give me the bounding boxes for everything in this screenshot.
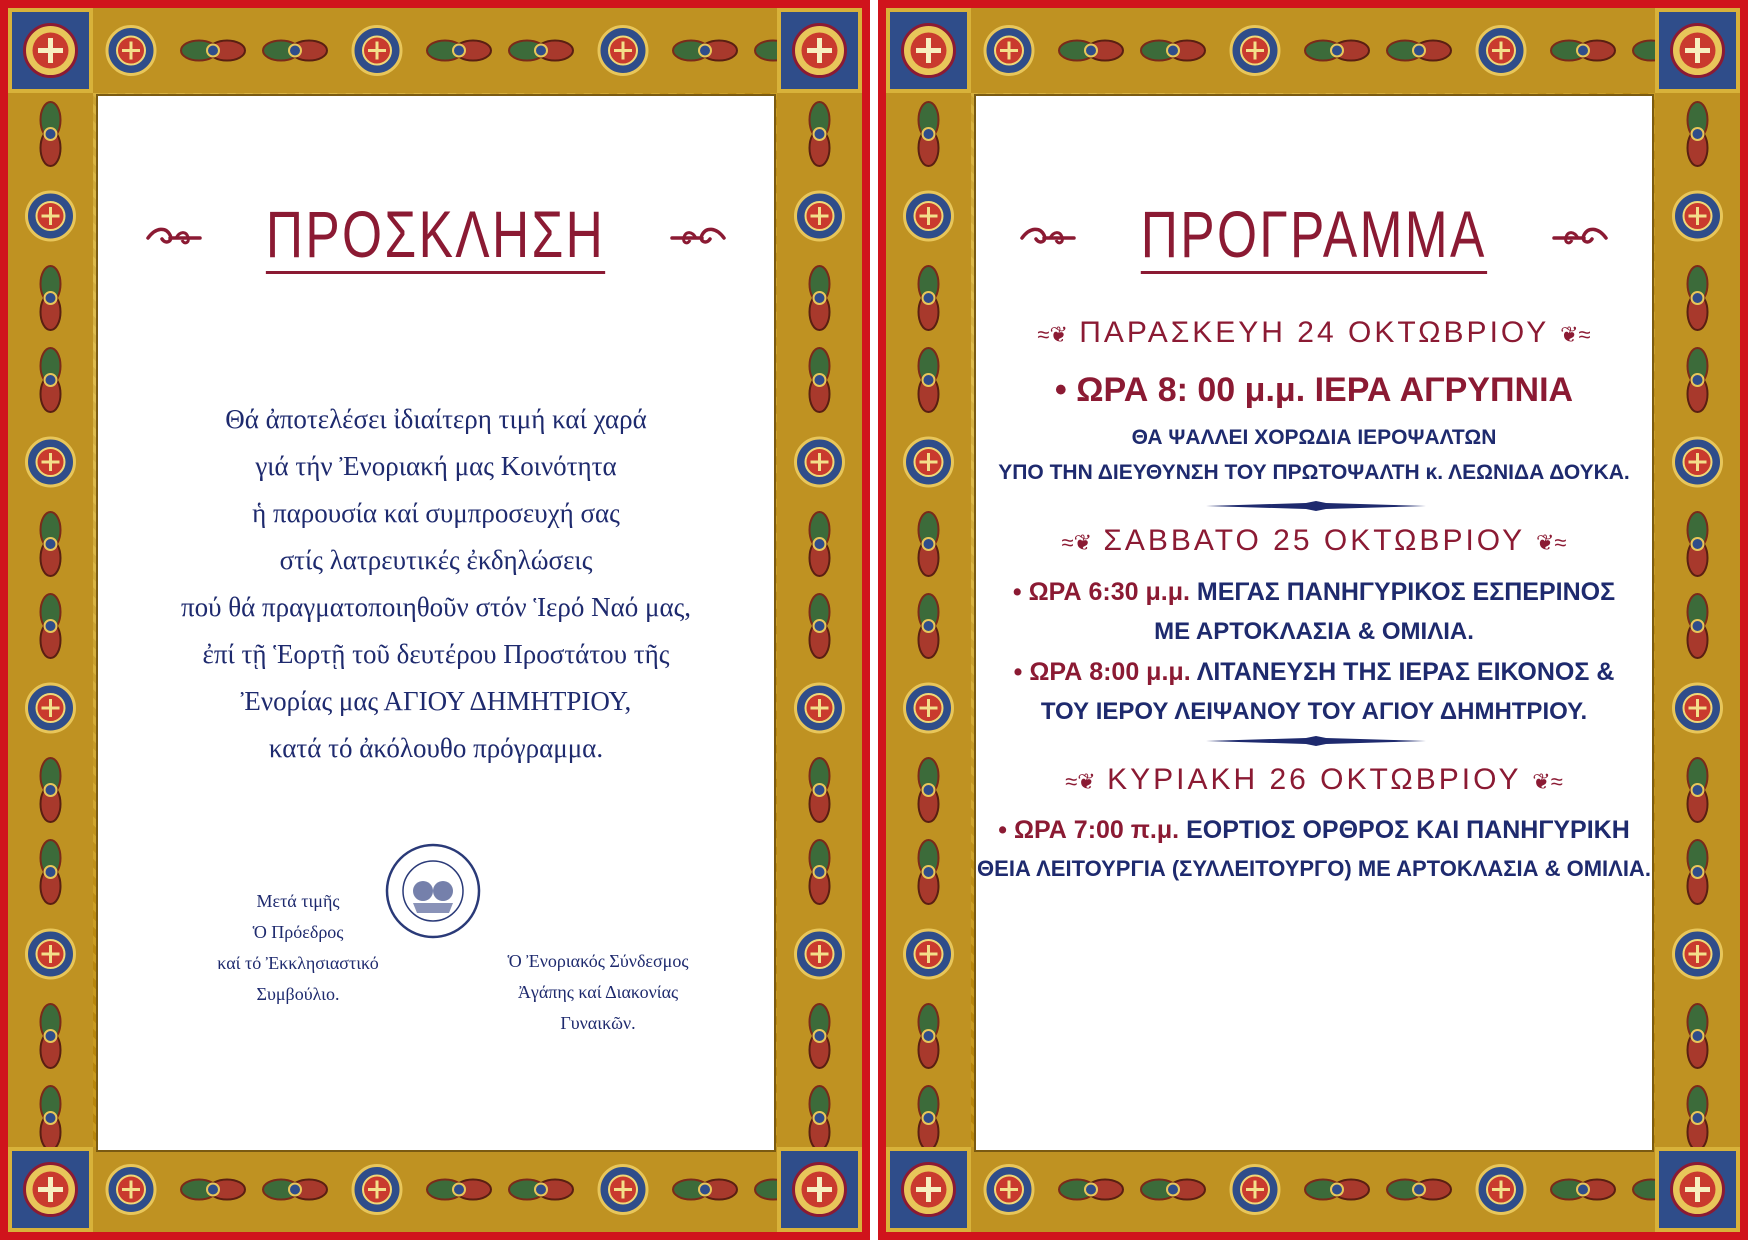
signature-line: Ὁ Πρόεδρος <box>252 922 344 942</box>
leaf-ornament-icon <box>810 758 830 822</box>
entry-desc-continued: ΜΕ ΑΡΤΟΚΛΑΣΙΑ & ΟΜΙΛΙΑ. <box>1154 618 1474 645</box>
leaf-ornament-icon <box>1688 840 1708 904</box>
medallion-icon <box>985 1166 1033 1214</box>
leaf-ornament-icon <box>263 41 327 61</box>
leaf-ornament-icon <box>41 348 61 412</box>
leaf-ornament-icon <box>1387 41 1451 61</box>
medallion-icon <box>599 27 647 75</box>
entry-note: ΥΠΟ ΤΗΝ ΔΙΕΥΘΥΝΣΗ ΤΟΥ ΠΡΩΤΟΨΑΛΤΗ κ. ΛΕΩΝΙΔΑ ΔΟΥΚΑ. <box>998 461 1630 484</box>
leaf-ornament-icon <box>41 1004 61 1068</box>
ornament-border-top <box>886 8 1740 93</box>
entry-bullet: • <box>1054 371 1067 409</box>
leaf-ornament-icon <box>1059 1180 1123 1200</box>
leaf-ornament-icon <box>810 512 830 576</box>
leaf-ornament-icon <box>1305 1180 1369 1200</box>
cross-medallion-icon <box>777 8 862 93</box>
medallion-icon <box>796 930 844 978</box>
medallion-icon <box>353 27 401 75</box>
medallion-icon <box>353 1166 401 1214</box>
medallion-icon <box>1477 1166 1525 1214</box>
invitation-content <box>98 96 774 1150</box>
entry-desc: ΛΙΤΑΝΕΥΣΗ ΤΗΣ ΙΕΡΑΣ ΕΙΚΟΝΟΣ & <box>1196 658 1615 686</box>
leaf-ornament-icon <box>41 840 61 904</box>
leaf-ornament-icon <box>41 102 61 166</box>
leaf-ornament-icon <box>919 266 939 330</box>
flourish-right-icon <box>1552 225 1608 251</box>
cross-medallion-icon <box>777 1147 862 1232</box>
medallion-icon <box>599 1166 647 1214</box>
program-panel <box>878 0 1748 1240</box>
leaf-ornament-icon <box>919 1086 939 1147</box>
flourish-icon: ≈❦ <box>1065 769 1096 794</box>
leaf-ornament-icon <box>181 41 245 61</box>
leaf-ornament-icon <box>181 1180 245 1200</box>
day-heading <box>976 316 1652 350</box>
leaf-ornament-icon <box>427 41 491 61</box>
leaf-ornament-icon <box>1688 512 1708 576</box>
invitation-text <box>98 396 774 772</box>
leaf-ornament-icon <box>1688 348 1708 412</box>
cross-medallion-icon <box>8 1147 93 1232</box>
leaf-ornament-icon <box>1059 41 1123 61</box>
invitation-line: στίς λατρευτικές ἐκδηλώσεις <box>279 545 593 575</box>
leaf-ornament-icon <box>810 594 830 658</box>
medallion-icon <box>1674 930 1722 978</box>
ornament-border-top <box>8 8 862 93</box>
flourish-icon: ≈❦ <box>1037 322 1068 347</box>
medallion-icon <box>27 684 75 732</box>
entry-note: ΘΑ ΨΑΛΛΕΙ ΧΟΡΩΔΙΑ ΙΕΡΟΨΑΛΤΩΝ <box>1131 426 1497 449</box>
medallion-icon <box>796 684 844 732</box>
flourish-icon: ❦≈ <box>1532 769 1563 794</box>
entry-desc: ΕΟΡΤΙΟΣ ΟΡΘΡΟΣ ΚΑΙ ΠΑΝΗΓΥΡΙΚΗ <box>1186 816 1630 844</box>
medallion-icon <box>985 27 1033 75</box>
ornament-border-left <box>886 93 971 1147</box>
medallion-icon <box>905 192 953 240</box>
entry-bullet: • <box>998 816 1007 844</box>
program-entry <box>976 658 1652 687</box>
medallion-icon <box>1674 192 1722 240</box>
ornament-border-left <box>8 93 93 1147</box>
leaf-ornament-icon <box>509 1180 573 1200</box>
medallion-icon <box>905 930 953 978</box>
leaf-ornament-icon <box>41 758 61 822</box>
flourish-left-icon <box>1020 225 1076 251</box>
medallion-icon <box>107 1166 155 1214</box>
medallion-icon <box>905 438 953 486</box>
medallion-icon <box>905 684 953 732</box>
medallion-icon <box>107 27 155 75</box>
medallion-icon <box>1674 438 1722 486</box>
leaf-ornament-icon <box>41 594 61 658</box>
entry-desc-continued: ΤΟΥ ΙΕΡΟΥ ΛΕΙΨΑΝΟΥ ΤΟΥ ΑΓΙΟΥ ΔΗΜΗΤΡΙΟΥ. <box>1040 698 1588 725</box>
medallion-icon <box>27 930 75 978</box>
leaf-ornament-icon <box>1688 102 1708 166</box>
signature-line: Ὁ Ἐνοριακός Σύνδεσμος <box>507 951 689 971</box>
cross-medallion-icon <box>886 8 971 93</box>
day-heading-text: ΠΑΡΑΣΚΕΥΗ 24 ΟΚΤΩΒΡΙΟΥ <box>1079 316 1549 349</box>
cross-medallion-icon <box>8 8 93 93</box>
divider-icon <box>1206 501 1426 511</box>
flourish-left-icon <box>146 225 202 251</box>
entry-bullet: • <box>1012 578 1022 606</box>
ornament-border-right <box>777 93 862 1147</box>
leaf-ornament-icon <box>509 41 573 61</box>
leaf-ornament-icon <box>919 512 939 576</box>
cross-medallion-icon <box>886 1147 971 1232</box>
leaf-ornament-icon <box>1688 1086 1708 1147</box>
invitation-line: ἐπί τῇ Ἑορτῇ τοῦ δευτέρου Προστάτου τῆς <box>202 639 670 669</box>
program-entry <box>976 578 1652 607</box>
medallion-icon <box>27 192 75 240</box>
leaf-ornament-icon <box>427 1180 491 1200</box>
title-row <box>976 197 1652 274</box>
leaf-ornament-icon <box>1141 41 1205 61</box>
leaf-ornament-icon <box>1688 758 1708 822</box>
flourish-right-icon <box>670 225 726 251</box>
invitation-line: ἡ παρουσία καί συμπροσευχή σας <box>252 498 620 528</box>
leaf-ornament-icon <box>673 41 737 61</box>
leaf-ornament-icon <box>919 840 939 904</box>
leaf-ornament-icon <box>919 758 939 822</box>
invitation-line: γιά τήν Ἐνοριακή μας Κοινότητα <box>255 451 617 481</box>
medallion-icon <box>1477 27 1525 75</box>
entry-desc: ΜΕΓΑΣ ΠΑΝΗΓΥΡΙΚΟΣ ΕΣΠΕΡΙΝΟΣ <box>1196 578 1616 606</box>
leaf-ornament-icon <box>1688 594 1708 658</box>
signature-association <box>478 946 718 1039</box>
entry-desc-continued: ΘΕΙΑ ΛΕΙΤΟΥΡΓΙΑ (ΣΥΛΛΕΙΤΟΥΡΓΟ) ΜΕ ΑΡΤΟΚΛΑΣΙΑ & ΟΜΙΛΙΑ. <box>977 856 1651 881</box>
divider-icon <box>1206 736 1426 746</box>
invitation-panel <box>0 0 870 1240</box>
medallion-icon <box>27 438 75 486</box>
program-entry <box>976 371 1652 410</box>
page-title: ΠΡΟΣΚΛΗΣΗ <box>266 201 605 274</box>
leaf-ornament-icon <box>810 840 830 904</box>
leaf-ornament-icon <box>1305 41 1369 61</box>
flourish-icon: ❦≈ <box>1535 530 1567 555</box>
leaf-ornament-icon <box>919 594 939 658</box>
signature-line: καί τό Ἐκκλησιαστικό <box>217 953 379 973</box>
leaf-ornament-icon <box>1551 41 1615 61</box>
leaf-ornament-icon <box>41 266 61 330</box>
leaf-ornament-icon <box>919 348 939 412</box>
day-heading-text: ΚΥΡΙΑΚΗ 26 ΟΚΤΩΒΡΙΟΥ <box>1107 763 1521 796</box>
leaf-ornament-icon <box>41 1086 61 1147</box>
ornament-border-bottom <box>886 1147 1740 1232</box>
entry-bullet: • <box>1013 658 1023 686</box>
program-content <box>976 96 1652 1150</box>
page-title: ΠΡΟΓΡΑΜΜΑ <box>1141 201 1487 274</box>
entry-time: ΩΡΑ 6:30 μ.μ. <box>1028 578 1190 606</box>
leaf-ornament-icon <box>919 102 939 166</box>
entry-time: ΩΡΑ 8:00 μ.μ. <box>1029 658 1191 686</box>
cross-medallion-icon <box>1655 8 1740 93</box>
medallion-icon <box>1674 684 1722 732</box>
leaf-ornament-icon <box>263 1180 327 1200</box>
ornament-border-bottom <box>8 1147 862 1232</box>
day-heading <box>976 524 1652 558</box>
invitation-line: κατά τό ἀκόλουθο πρόγραμμα. <box>268 733 604 763</box>
entry-desc: ΙΕΡΑ ΑΓΡΥΠΝΙΑ <box>1314 371 1574 409</box>
leaf-ornament-icon <box>41 512 61 576</box>
program-entry <box>976 816 1652 845</box>
signature-line: Συμβούλιο. <box>256 984 340 1004</box>
leaf-ornament-icon <box>1688 1004 1708 1068</box>
title-row <box>98 197 774 274</box>
leaf-ornament-icon <box>1688 266 1708 330</box>
leaf-ornament-icon <box>1387 1180 1451 1200</box>
entry-time: ΩΡΑ 7:00 π.μ. <box>1013 816 1180 844</box>
day-heading <box>976 763 1652 797</box>
leaf-ornament-icon <box>810 1004 830 1068</box>
invitation-line: πού θά πραγματοποιηθοῦν στόν Ἱερό Ναό μας, <box>180 592 692 622</box>
signature-council <box>178 886 418 1010</box>
day-heading-text: ΣΑΒΒΑΤΟ 25 ΟΚΤΩΒΡΙΟΥ <box>1103 524 1525 557</box>
invitation-line: Ἐνορίας μας ΑΓΙΟΥ ΔΗΜΗΤΡΙΟΥ, <box>240 686 632 716</box>
leaf-ornament-icon <box>1551 1180 1615 1200</box>
signature-line: Ἀγάπης καί Διακονίας <box>517 982 679 1002</box>
signature-line: Μετά τιμῆς <box>256 891 340 911</box>
leaf-ornament-icon <box>919 1004 939 1068</box>
leaf-ornament-icon <box>810 348 830 412</box>
leaf-ornament-icon <box>673 1180 737 1200</box>
entry-time: ΩΡΑ 8: 00 μ.μ. <box>1076 371 1306 409</box>
flourish-icon: ❦≈ <box>1560 322 1591 347</box>
medallion-icon <box>1231 27 1279 75</box>
ornament-border-right <box>1655 93 1740 1147</box>
leaf-ornament-icon <box>810 102 830 166</box>
cross-medallion-icon <box>1655 1147 1740 1232</box>
leaf-ornament-icon <box>810 266 830 330</box>
signature-line: Γυναικῶν. <box>560 1013 636 1033</box>
flourish-icon: ≈❦ <box>1061 530 1093 555</box>
leaf-ornament-icon <box>1141 1180 1205 1200</box>
medallion-icon <box>1231 1166 1279 1214</box>
invitation-line: Θά ἀποτελέσει ἰδιαίτερη τιμή καί χαρά <box>225 404 647 434</box>
medallion-icon <box>796 192 844 240</box>
medallion-icon <box>796 438 844 486</box>
leaf-ornament-icon <box>810 1086 830 1147</box>
